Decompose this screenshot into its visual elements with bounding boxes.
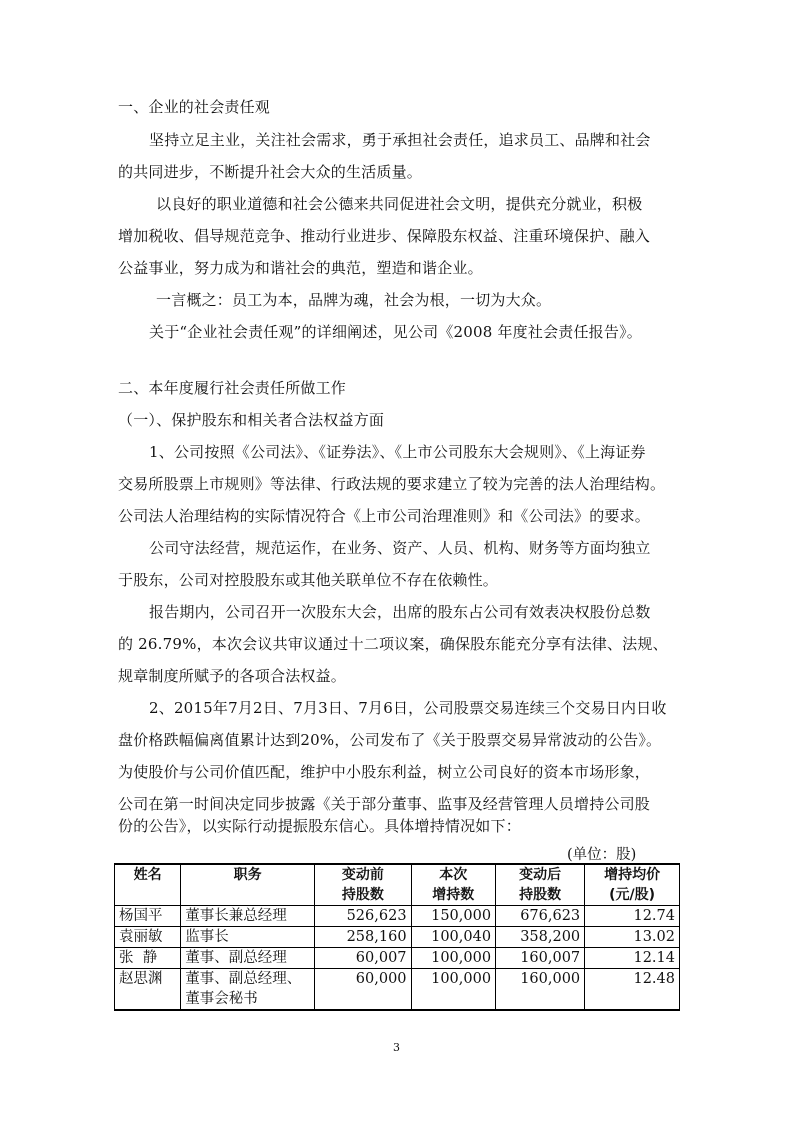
cell-increase: 100,040	[411, 927, 496, 948]
paragraph-line: 规章制度所赋予的各项合法权益。	[118, 667, 347, 685]
section2-heading: 二、本年度履行社会责任所做工作	[118, 379, 347, 397]
paragraph-line: 增加税收、倡导规范竞争、推动行业进步、保障股东权益、注重环境保护、融入	[118, 227, 651, 245]
cell-name: 张 静	[115, 948, 181, 969]
cell-position: 董事、副总经理	[181, 948, 315, 969]
cell-position: 董事长兼总经理	[181, 906, 315, 927]
cell-before: 60,000	[315, 969, 411, 1011]
paragraph-line: 于股东，公司对控股股东或其他关联单位不存在依赖性。	[118, 571, 499, 589]
section2-subheading: （一）、保护股东和相关者合法权益方面	[118, 411, 385, 429]
paragraph-line: 份的公告》，以实际行动提振股东信心。具体增持情况如下：	[118, 817, 521, 835]
paragraph-line: 盘价格跌幅偏离值累计达到20%，公司发布了《关于股票交易异常波动的公告》。	[118, 731, 662, 749]
table-row	[115, 906, 680, 927]
cell-after: 358,200	[496, 927, 585, 948]
header-position: 职务	[181, 864, 315, 906]
header-after: 变动后 持股数	[496, 864, 585, 906]
paragraph-line: 2、2015年7月2日、7月3日、7月6日，公司股票交易连续三个交易日内日收	[149, 699, 667, 717]
cell-avg-price: 12.14	[585, 948, 680, 969]
paragraph-line: 的共同进步，不断提升社会大众的生活质量。	[118, 163, 423, 181]
paragraph-line: 为使股价与公司价值匹配，维护中小股东利益，树立公司良好的资本市场形象，	[118, 763, 651, 781]
paragraph-line: 交易所股票上市规则》等法律、行政法规的要求建立了较为完善的法人治理结构。	[118, 475, 666, 493]
cell-increase: 100,000	[411, 969, 496, 1011]
cell-after: 676,623	[496, 906, 585, 927]
header-before: 变动前 持股数	[315, 864, 411, 906]
paragraph-line: 1、公司按照《公司法》、《证券法》、《上市公司股东大会规则》、《上海证券	[149, 443, 646, 461]
table-row	[115, 948, 680, 969]
cell-avg-price: 12.48	[585, 969, 680, 1011]
cell-after: 160,000	[496, 969, 585, 1011]
cell-name: 杨国平	[115, 906, 181, 927]
cell-after: 160,007	[496, 948, 585, 969]
cell-name: 袁丽敏	[115, 927, 181, 948]
cell-avg-price: 13.02	[585, 927, 680, 948]
paragraph-line: 公司法人治理结构的实际情况符合《上市公司治理准则》和《公司法》的要求。	[118, 507, 651, 525]
table-header-row	[115, 864, 680, 906]
paragraph-line: 报告期内，公司召开一次股东大会，出席的股东占公司有效表决权股份总数	[149, 603, 651, 621]
cell-before: 258,160	[315, 927, 411, 948]
header-name: 姓名	[115, 864, 181, 906]
cell-increase: 100,000	[411, 948, 496, 969]
paragraph-line: 以良好的职业道德和社会公德来共同促进社会文明，提供充分就业，积极	[156, 195, 643, 213]
cell-position: 董事、副总经理、 董事会秘书	[181, 969, 315, 1011]
header-avg-price: 增持均价 (元/股)	[585, 864, 680, 906]
table-row	[115, 927, 680, 948]
paragraph-line: 公司在第一时间决定同步披露《关于部分董事、监事及经营管理人员增持公司股	[118, 795, 651, 813]
paragraph-line: 公司守法经营，规范运作，在业务、资产、人员、机构、财务等方面均独立	[149, 539, 651, 557]
section1-heading: 一、企业的社会责任观	[118, 98, 271, 116]
cell-position: 监事长	[181, 927, 315, 948]
table-unit-label: (单位：股)	[567, 847, 637, 863]
cell-name: 赵思渊	[115, 969, 181, 1011]
shareholding-table	[114, 863, 680, 1011]
page-number: 3	[393, 1041, 400, 1054]
paragraph-line: 的 26.79%，本次会议共审议通过十二项议案，确保股东能充分享有法律、法规、	[118, 635, 668, 653]
paragraph-line: 公益事业，努力成为和谐社会的典范，塑造和谐企业。	[118, 259, 483, 277]
cell-before: 60,007	[315, 948, 411, 969]
cell-increase: 150,000	[411, 906, 496, 927]
table-row	[115, 969, 680, 1011]
paragraph-line: 一言概之：员工为本，品牌为魂，社会为根，一切为大众。	[156, 291, 552, 309]
cell-avg-price: 12.74	[585, 906, 680, 927]
cell-before: 526,623	[315, 906, 411, 927]
paragraph-line: 关于“企业社会责任观”的详细阐述，见公司《2008 年度社会责任报告》。	[149, 323, 642, 341]
paragraph-line: 坚持立足主业，关注社会需求，勇于承担社会责任，追求员工、品牌和社会	[149, 131, 651, 149]
header-increase: 本次 增持数	[411, 864, 496, 906]
